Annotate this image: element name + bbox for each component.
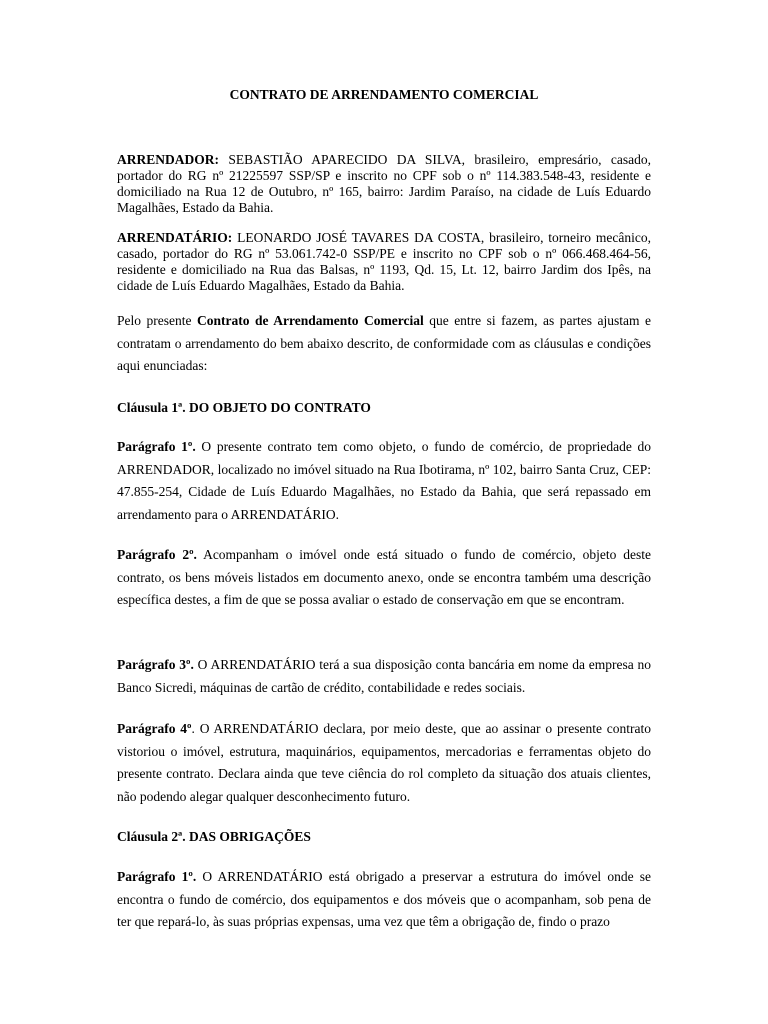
intro-post: que entre si fazem, as partes ajustam e contratam o arrendamento do bem abaixo descrito, de conformidade com as cláusulas e condições aqui enunciadas: — [117, 313, 651, 373]
paragrafo-text: . O ARRENDATÁRIO declara, por meio deste, que ao assinar o presente contrato vistoriou o imóvel, estrutura, maquinários, equipamentos, mercadorias e ferramentas objeto do presente contrato. Declara ainda que teve ciência do rol completo da situação dos atuais clientes, não podendo alegar qualquer desconhecimento futuro. — [117, 721, 651, 804]
paragrafo-label: Parágrafo 3º. — [117, 657, 194, 672]
paragrafo-label: Parágrafo 2º. — [117, 547, 197, 562]
paragrafo-label: Parágrafo 1º. — [117, 439, 196, 454]
clausula-1-paragrafo-3 — [117, 654, 651, 699]
clausula-1-heading: Cláusula 1ª. DO OBJETO DO CONTRATO — [117, 400, 371, 415]
arrendatario-label: ARRENDATÁRIO: — [117, 230, 233, 245]
arrendador-text: SEBASTIÃO APARECIDO DA SILVA, brasileiro, empresário, casado, portador do RG nº 21225597 SSP/SP e inscrito no CPF sob o nº 114.383.548-43, residente e domiciliado na Rua 12 de Outubro, nº 165, bairro: Jardim Paraíso, na cidade de Luís Eduardo Magalhães, Estado da Bahia. — [117, 152, 651, 215]
clausula-2-paragrafo-1 — [117, 866, 651, 934]
intro-pre: Pelo presente — [117, 313, 197, 328]
paragrafo-label: Parágrafo 1º. — [117, 869, 197, 884]
paragrafo-text: O ARRENDATÁRIO está obrigado a preservar a estrutura do imóvel onde se encontra o fundo de comércio, dos equipamentos e dos móveis que o acompanham, sob pena de ter que repará-lo, às suas próprias expensas, uma vez que têm a obrigação de, findo o prazo — [117, 869, 651, 929]
paragrafo-text: Acompanham o imóvel onde está situado o fundo de comércio, objeto deste contrato, os bens móveis listados em documento anexo, onde se encontra também uma descrição específica destes, a fim de que se possa avaliar o estado de conservação em que se encontram. — [117, 547, 651, 607]
paragrafo-label: Parágrafo 4º — [117, 721, 192, 736]
clausula-1-paragrafo-4 — [117, 718, 651, 808]
intro-bold: Contrato de Arrendamento Comercial — [196, 313, 424, 328]
paragrafo-text: O ARRENDATÁRIO terá a sua disposição conta bancária em nome da empresa no Banco Sicredi, máquinas de cartão de crédito, contabilidade e redes sociais. — [117, 657, 651, 695]
paragrafo-text: O presente contrato tem como objeto, o fundo de comércio, de propriedade do ARRENDADOR, localizado no imóvel situado na Rua Ibotirama, nº 102, bairro Santa Cruz, CEP: 47.855-254, Cidade de Luís Eduardo Magalhães, no Estado da Bahia, que será repassado em arrendamento para o ARRENDATÁRIO. — [117, 439, 652, 522]
intro-paragraph — [117, 310, 651, 378]
arrendador-label: ARRENDADOR: — [117, 152, 219, 167]
clausula-1-paragrafo-1 — [117, 436, 651, 526]
arrendatario-paragraph — [117, 230, 651, 294]
document-title: CONTRATO DE ARRENDAMENTO COMERCIAL — [229, 87, 539, 102]
arrendatario-text: LEONARDO JOSÉ TAVARES DA COSTA, brasileiro, torneiro mecânico, casado, portador do RG nº 53.061.742-0 SSP/PE e inscrito no CPF sob o nº 066.468.464-56, residente e domiciliado na Rua das Balsas, nº 1193, Qd. 15, Lt. 12, bairro Jardim dos Ipês, na cidade de Luís Eduardo Magalhães, Estado da Bahia. — [117, 230, 651, 293]
arrendador-paragraph — [117, 152, 651, 216]
clausula-1-paragrafo-2 — [117, 544, 651, 612]
clausula-2-heading: Cláusula 2ª. DAS OBRIGAÇÕES — [117, 829, 311, 844]
